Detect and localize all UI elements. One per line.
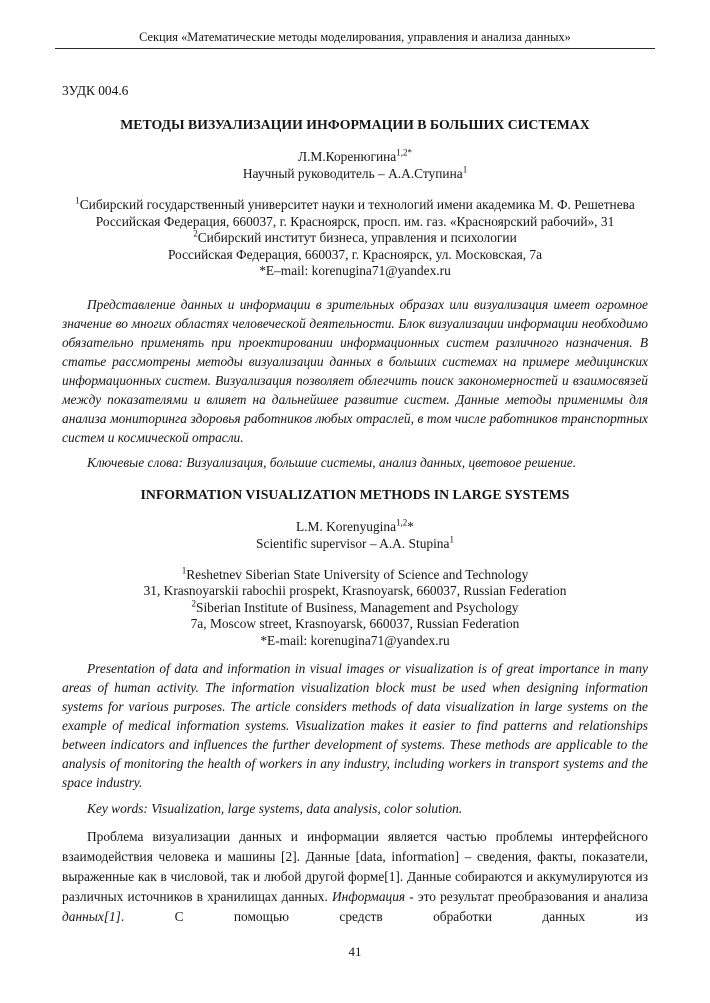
udc-number: 3УДК 004.6 [62, 83, 129, 98]
author-ru [62, 148, 648, 165]
affiliation-line [62, 247, 648, 264]
author-name-en: L.M. Korenyugina [296, 518, 397, 534]
article-title-en: INFORMATION VISUALIZATION METHODS IN LARGE SYSTEMS [140, 486, 570, 502]
affiliation-text: Reshetnev Siberian State University of Science and Technology [186, 566, 529, 582]
affiliation-marker: 2 [191, 598, 197, 609]
affiliation-text: Сибирский государственный университет науки и технологий имени академика М. Ф. Решетнева [79, 197, 635, 212]
abstract-en: Presentation of data and information in visual images or visualization is of great importance in many areas of human activity. The information visualization block must be used when designing information systems for various purposes. The article considers methods of data visualization in large systems on the example of medical information systems. Visualization makes it easier to find patterns and relationships between indicators and influences the further development of systems. These methods are applicable to the analysis of monitoring the health of workers in any industry, including workers in transport systems and the space industry. [62, 661, 648, 790]
affiliation-text: Siberian Institute of Business, Management and Psychology [196, 599, 519, 615]
affiliations-ru [62, 197, 648, 280]
affiliation-line [62, 600, 648, 617]
affiliation-line [62, 616, 648, 633]
body-text: - это результат преобразования и анализа [405, 889, 648, 904]
affiliation-text: 31, Krasnoyarskii rabochii prospekt, Krasnoyarsk, 660037, Russian Federation [143, 583, 567, 598]
affiliation-line [62, 214, 648, 231]
email-text-en: *E-mail: korenugina71@yandex.ru [260, 632, 450, 648]
affiliation-line [62, 230, 648, 247]
body-term-italic: данных[1] [62, 909, 121, 924]
author-affil-marker-en: 1,2 [396, 517, 408, 528]
email-line-en [62, 633, 648, 650]
keywords-en: Key words: Visualization, large systems, data analysis, color solution. [87, 801, 463, 816]
affiliation-line [62, 583, 648, 600]
body-text: . С помощью средств обработки данных из [120, 909, 648, 924]
supervisor-ru [62, 165, 648, 182]
running-head [55, 30, 655, 49]
affiliations-en [62, 567, 648, 650]
affiliation-text: Российская Федерация, 660037, г. Красноярск, просп. им. газ. «Красноярский рабочий», 31 [95, 213, 615, 229]
affiliation-line [62, 567, 648, 584]
affiliation-marker: 2 [193, 228, 198, 239]
article-title-ru: МЕТОДЫ ВИЗУАЛИЗАЦИИ ИНФОРМАЦИИ В БОЛЬШИХ СИСТЕМАХ [120, 117, 590, 132]
author-name-ru: Л.М.Коренюгина [298, 149, 397, 164]
supervisor-name-en: Scientific supervisor – A.A. Stupina [256, 535, 450, 551]
body-text: Проблема визуализации данных и информации является частью проблемы интерфейсного взаимодействия человека и машины [2]. Данные [data, information] – сведения, факты, показатели, выраженные как в числовой, так и любой другой форме[1]. Данные собираются и аккумулируются из различных источников в хранилищах данных. [62, 829, 648, 904]
abstract-ru: Представление данных и информации в зрительных образах или визуализация имеет огромное значение во многих областях человеческой деятельности. Блок визуализации информации необходимо обязательно применять при проектировании информационных систем различного назначения. В статье рассмотрены методы визуализации данных в больших системах на примере медицинских информационных систем. Визуализация позволяет облегчить поиск закономерностей и взаимосвязей между показателями и влияет на дальнейшее развитие систем. Данные методы применимы для анализа мониторинга здоровья работников любых отраслей, в том числе работников транспортных систем и космической отрасли. [62, 296, 648, 445]
affiliation-text: 7a, Moscow street, Krasnoyarsk, 660037, Russian Federation [190, 616, 520, 631]
affiliation-marker: 1 [181, 565, 187, 576]
email-text-ru: *E–mail: korenugina71@yandex.ru [259, 263, 451, 278]
email-line-ru [62, 263, 648, 280]
body-paragraph [62, 827, 648, 927]
affiliation-marker: 1 [75, 195, 80, 206]
page-number: 41 [348, 944, 362, 959]
affiliation-line [62, 197, 648, 214]
supervisor-en [62, 535, 648, 552]
body-term-italic: Информация [331, 889, 406, 904]
authors-block-en [62, 518, 648, 552]
authors-block-ru [62, 148, 648, 182]
affiliation-text: Российская Федерация, 660037, г. Красноярск, ул. Московская, 7а [167, 246, 543, 262]
affiliation-text: Сибирский институт бизнеса, управления и психологии [197, 230, 517, 245]
author-star-en: * [407, 518, 414, 534]
author-affil-marker-ru: 1,2* [396, 147, 412, 158]
keywords-ru: Ключевые слова: Визуализация, большие системы, анализ данных, цветовое решение. [87, 454, 577, 470]
supervisor-affil-marker-ru: 1 [462, 164, 468, 175]
supervisor-affil-marker-en: 1 [449, 534, 454, 545]
supervisor-name-ru: Научный руководитель – А.А.Ступина [242, 166, 463, 181]
author-en [62, 518, 648, 535]
section-title: Секция «Математические методы моделирования, управления и анализа данных» [139, 30, 571, 44]
